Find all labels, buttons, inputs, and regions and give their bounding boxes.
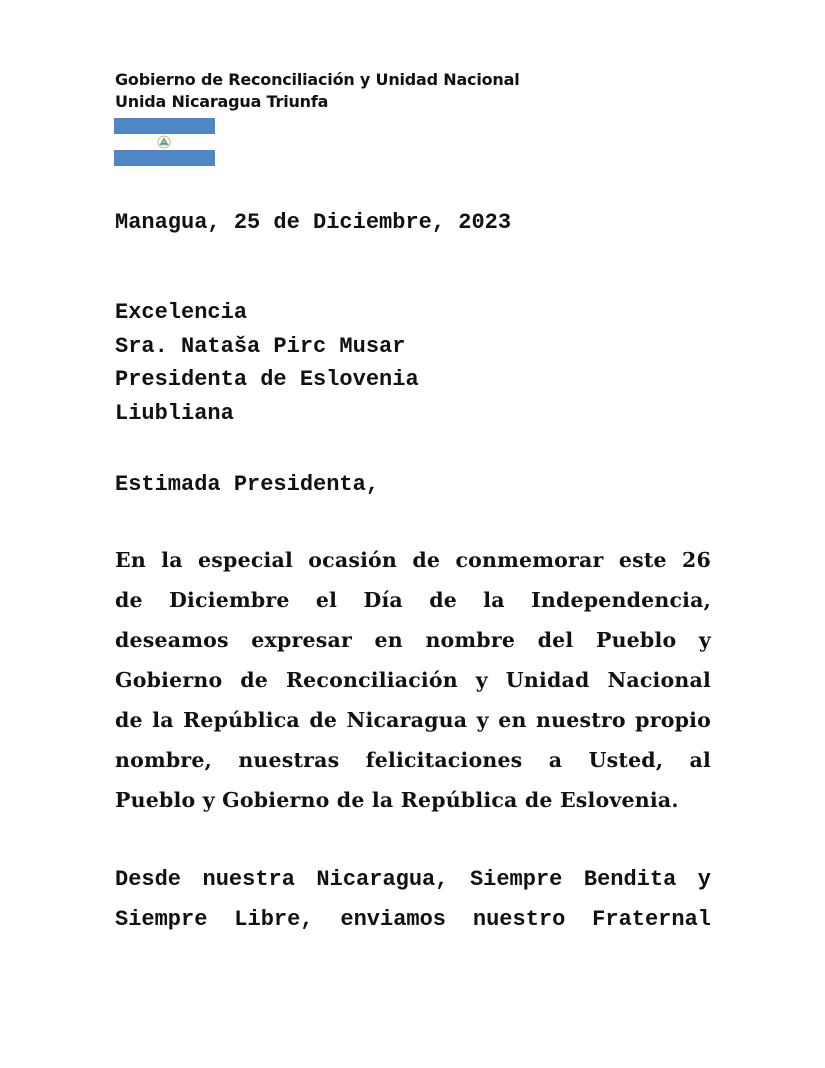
paragraph-line: deseamos expresar en nombre del Pueblo y — [115, 628, 711, 652]
letterhead-government: Gobierno de Reconciliación y Unidad Nacional — [115, 70, 520, 89]
recipient-line: Excelencia — [115, 300, 248, 325]
paragraph-line: de la República de Nicaragua y en nuestro propio — [115, 708, 711, 732]
flag-bottom-stripe — [114, 150, 215, 166]
recipient-line: Sra. Nataša Pirc Musar — [115, 333, 406, 359]
recipient-line: Liubliana — [115, 400, 234, 426]
body-paragraph-2 — [115, 860, 711, 940]
paragraph-line: Desde nuestra Nicaragua, Siempre Bendita y — [115, 867, 711, 892]
salutation: Estimada Presidenta, — [115, 472, 380, 497]
paragraph-line: En la especial ocasión de conmemorar este 26 — [115, 548, 711, 572]
body-paragraph-1 — [115, 540, 711, 820]
flag-top-stripe — [114, 118, 215, 134]
paragraph-line: de Diciembre el Día de la Independencia, — [115, 588, 711, 612]
recipient-line: Presidenta de Eslovenia — [115, 367, 419, 392]
paragraph-line: Gobierno de Reconciliación y Unidad Nacional — [115, 668, 711, 692]
coat-of-arms-icon — [157, 135, 171, 149]
nicaragua-flag — [114, 118, 215, 166]
paragraph-line: Siempre Libre, enviamos nuestro Fraternal — [115, 907, 711, 932]
recipient-block — [115, 296, 419, 430]
letterhead — [115, 69, 520, 113]
paragraph-line: nombre, nuestras felicitaciones a Usted, al — [115, 748, 711, 772]
letterhead-slogan: Unida Nicaragua Triunfa — [115, 92, 329, 111]
letter-date: Managua, 25 de Diciembre, 2023 — [115, 210, 512, 235]
paragraph-line: Pueblo y Gobierno de la República de Eslovenia. — [115, 788, 679, 812]
